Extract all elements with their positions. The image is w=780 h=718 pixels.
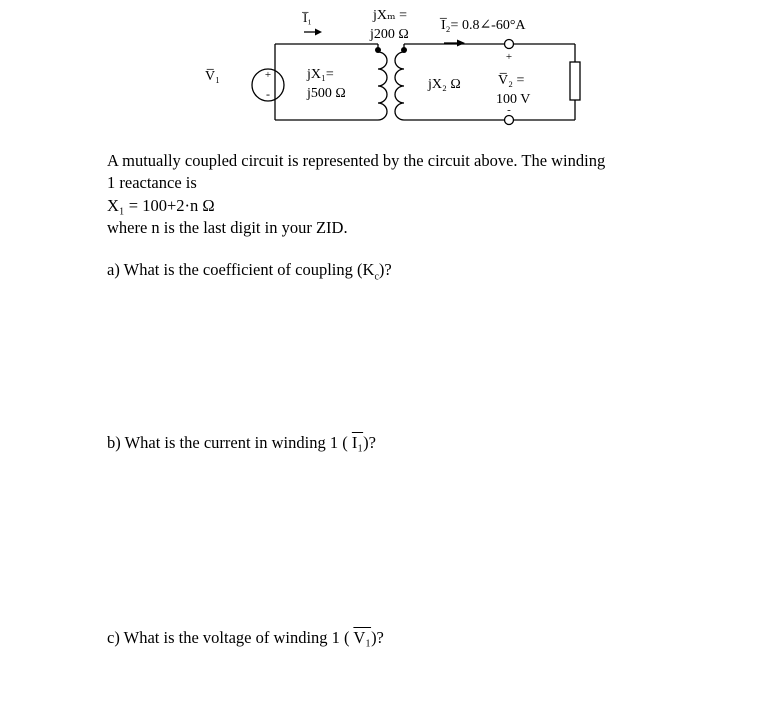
output-terminal-top-icon — [505, 40, 514, 49]
question-b-symbol: I₁ — [351, 433, 364, 452]
problem-intro-line1: A mutually coupled circuit is represented by the circuit above. The winding — [107, 151, 606, 170]
question-c-text: c) What is the voltage of winding 1 ( — [107, 628, 354, 647]
question-c-end: )? — [371, 628, 384, 647]
question-b — [107, 432, 376, 454]
problem-intro-line2: 1 reactance is — [107, 173, 197, 192]
secondary-coil-icon — [395, 44, 404, 120]
v2-plus-sign: + — [505, 51, 513, 63]
secondary-polarity-dot-icon — [401, 47, 407, 53]
i1-arrow-icon — [315, 29, 322, 36]
question-a-text: a) What is the coefficient of coupling (K — [107, 260, 375, 279]
v2-minus-sign: - — [507, 104, 511, 116]
question-c — [107, 627, 384, 649]
question-b-end: )? — [363, 433, 376, 452]
mutual-reactance-label-line2: j200 Ω — [370, 27, 409, 42]
primary-coil-icon — [378, 44, 387, 120]
source-plus-sign: + — [264, 69, 272, 81]
i2-label: I̅₂= 0.8∠-60°A — [441, 18, 526, 33]
reactance-formula: X₁ = 100+2·n Ω — [107, 196, 215, 215]
question-a-end: )? — [378, 260, 392, 279]
source-minus-sign: - — [266, 87, 270, 101]
i2-arrow-icon — [457, 40, 465, 47]
load-resistor-icon — [570, 62, 580, 100]
question-a-subscript: c — [374, 271, 379, 283]
mutual-reactance-label-line1: jXₘ = — [373, 8, 407, 23]
x2-label: jX₂ Ω — [428, 77, 461, 92]
v2-label-line2: 100 V — [496, 92, 531, 107]
x1-label-line2: j500 Ω — [307, 86, 346, 101]
x1-label-line1: jX₁= — [307, 67, 334, 82]
question-b-text: b) What is the current in winding 1 ( — [107, 433, 352, 452]
v1-label: V̅₁ — [205, 69, 220, 84]
v2-label-line1: V̅₂ = — [498, 73, 525, 88]
output-terminal-bottom-icon — [505, 116, 514, 125]
question-c-symbol: V₁ — [353, 628, 372, 647]
i1-label: I̅₁ — [303, 10, 312, 25]
primary-polarity-dot-icon — [375, 47, 381, 53]
circuit-diagram — [0, 0, 780, 140]
question-a — [107, 259, 392, 288]
where-line: where n is the last digit in your ZID. — [107, 218, 348, 237]
